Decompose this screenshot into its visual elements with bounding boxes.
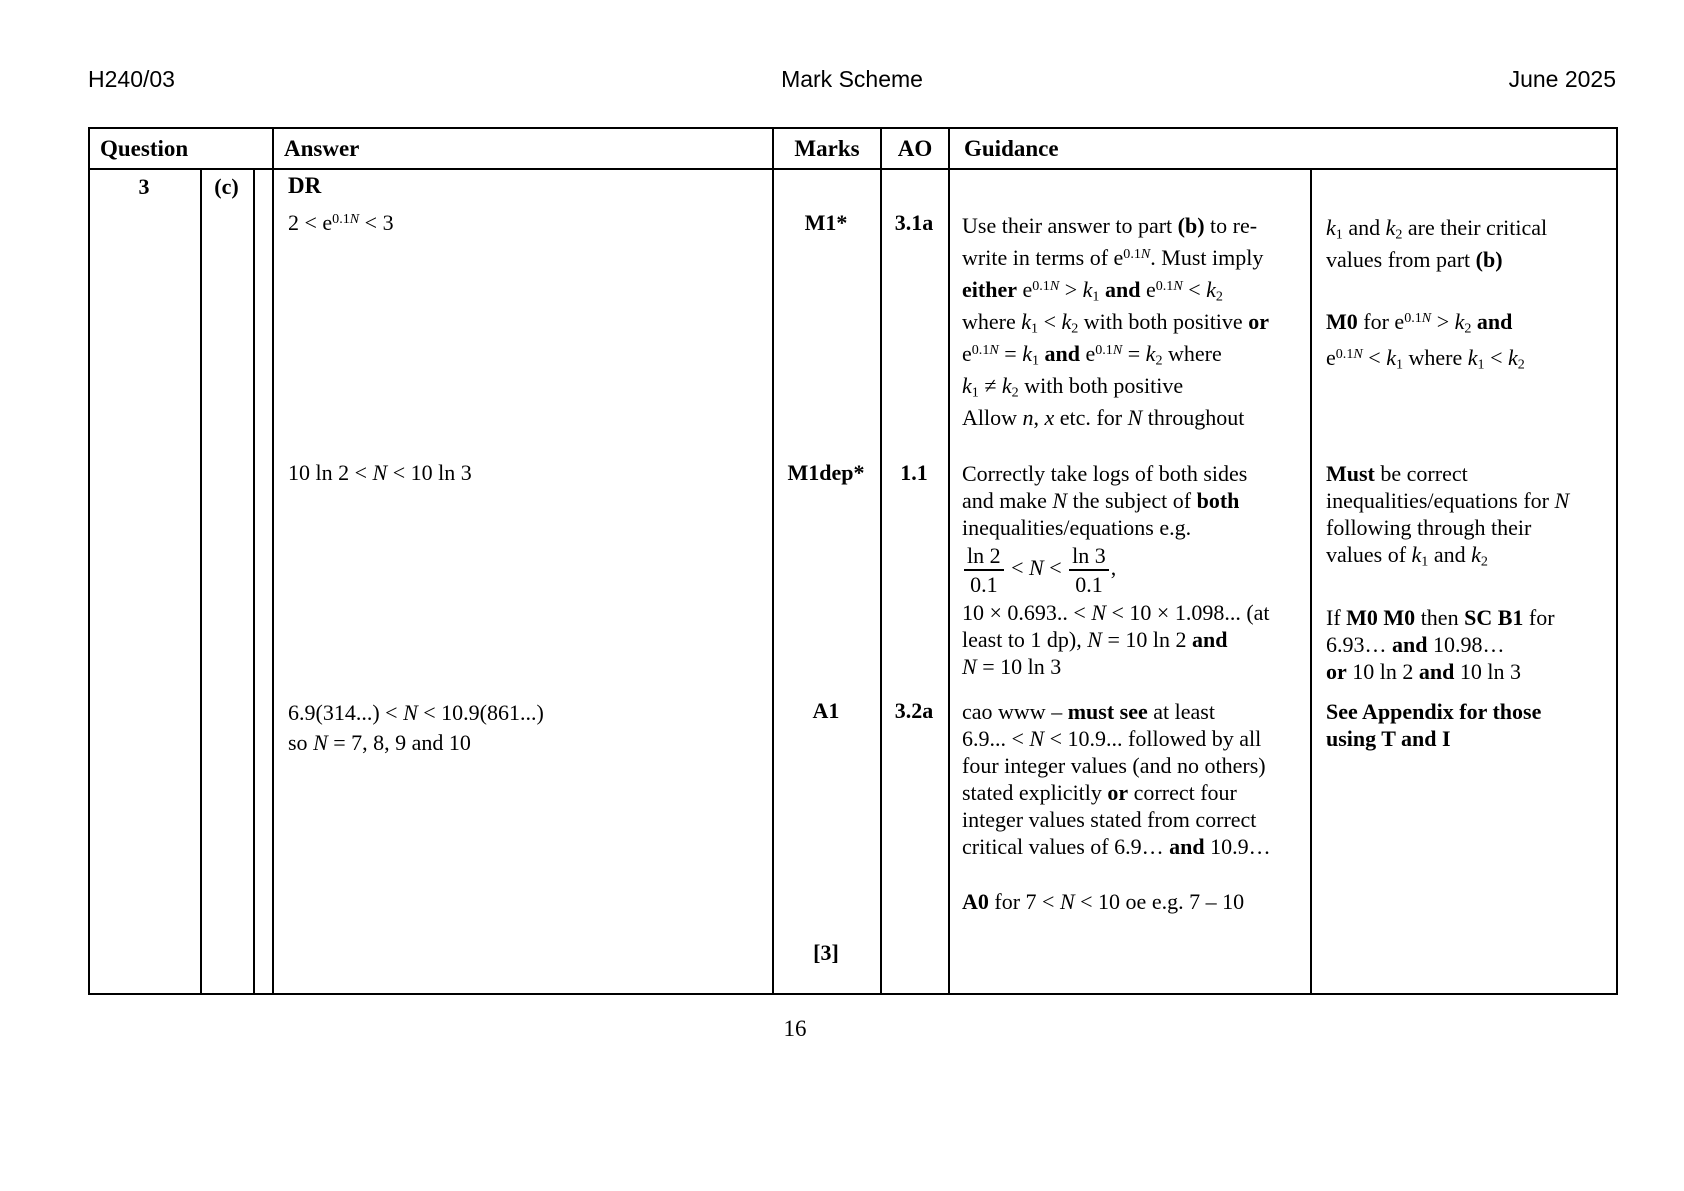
answer-dr-label: DR <box>288 173 322 198</box>
col-header-guidance: Guidance <box>964 136 1059 161</box>
table-header-row <box>90 129 1616 170</box>
mark-m1dep: M1dep* <box>787 460 865 485</box>
col-header-answer: Answer <box>274 129 774 168</box>
mark-scheme-table <box>88 127 1618 995</box>
ao-cell <box>882 170 950 993</box>
guidance-m1-notes: Use their answer to part (b) to re- write in terms of $e^{0.1N}$. Must imply either $e^{0.1N} > k1$ and $e^{0.1N} < k2$ where k1 < k2 with both positive or $e^{0.1N} = k1$ and $e^{0.1N} = k2$ where k1 ≠ k2 with both positive Allow n, x etc. for N throughout <box>962 213 1269 430</box>
answer-cell <box>274 170 774 993</box>
guidance-a1-notes: cao www – must see at least 6.9... < N < 10.9... followed by all four integer values (and no others) stated explicitly or correct four integer values stated from correct critical values of 6.9… and 10.9… <box>962 699 1271 859</box>
question-number: 3 <box>138 174 150 199</box>
answer-line-1: $2 < e^{0.1N} < 3$ <box>288 210 394 235</box>
question-part: (c) <box>214 174 239 199</box>
page-header <box>88 66 1616 96</box>
guidance-must-note: Must be correct inequalities/equations for N following through their values of k1 and k2 <box>1326 461 1570 570</box>
mark-m1: M1* <box>804 210 848 235</box>
marks-cell <box>774 170 882 993</box>
ao-3: 3.2a <box>894 698 934 723</box>
question-part-cell <box>202 170 255 993</box>
col-header-marks: Marks <box>774 129 882 168</box>
page-number: 16 <box>783 1016 807 1041</box>
guidance-critical-values-note: k1 and k2 are their critical values from part (b) <box>1326 215 1548 272</box>
guidance-right-cell <box>1312 170 1616 993</box>
mark-total: [3] <box>813 940 839 965</box>
doc-title: Mark Scheme <box>781 66 923 92</box>
guidance-sc-b1-note: If M0 M0 then SC B1 for 6.93… and 10.98… or 10 ln 2 and 10 ln 3 <box>1326 605 1555 684</box>
table-body <box>90 170 1616 993</box>
guidance-a0-note: A0 for 7 < N < 10 oe e.g. 7 – 10 <box>962 889 1245 914</box>
guidance-m0-note: M0 for $e^{0.1N} > k2$ and $e^{0.1N} < k1$ where k1 < k2 <box>1326 309 1525 373</box>
guidance-appendix-note: See Appendix for those using T and I <box>1326 699 1542 751</box>
question-subpart-cell <box>255 170 274 993</box>
ao-1: 3.1a <box>894 210 934 235</box>
guidance-m1dep-notes: Correctly take logs of both sides and make N the subject of both inequalities/equations e.g. $\frac{\ln 2}{0.1}$ < N < $\frac{\ln 3}{0.1}$ , 10 × 0.693.. < N < 10 × 1.098... (at least to 1 dp), N = 10 ln 2 and N = 10 ln 3 <box>962 461 1270 680</box>
guidance-left-cell <box>950 170 1312 993</box>
doc-code: H240/03 <box>88 66 175 92</box>
col-header-ao: AO <box>882 129 950 168</box>
ao-2: 1.1 <box>900 460 928 485</box>
mark-a1: A1 <box>812 698 840 723</box>
col-header-question: Question <box>90 129 274 168</box>
answer-line-3: 6.9(314...) < N < 10.9(861...) so N = 7, 8, 9 and 10 <box>288 700 544 755</box>
question-number-cell <box>90 170 202 993</box>
doc-date: June 2025 <box>1508 66 1616 92</box>
answer-line-2: 10 ln 2 < N < 10 ln 3 <box>288 460 472 485</box>
